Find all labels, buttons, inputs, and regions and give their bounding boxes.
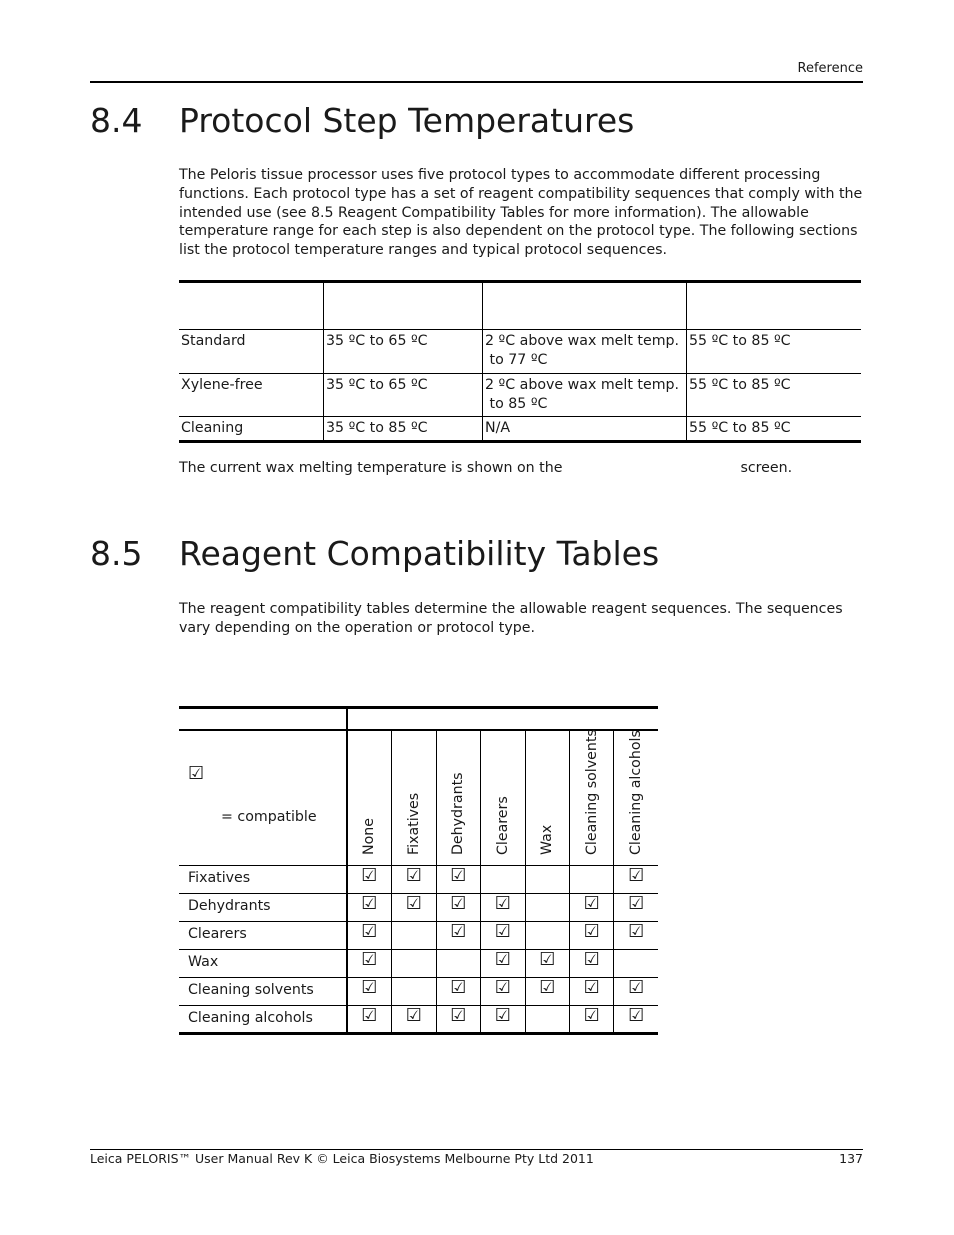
header-rule [90, 81, 863, 83]
page-number: 137 [839, 1151, 863, 1166]
column-header [525, 730, 569, 866]
temperature-cell: 55 ºC to 85 ºC [687, 417, 862, 442]
checkbox-checked-icon: ☑ [450, 977, 467, 998]
checkbox-checked-icon: ☑ [628, 921, 645, 942]
checkbox-checked-icon: ☑ [583, 921, 600, 942]
table-row [179, 894, 658, 922]
table-row [179, 978, 658, 1006]
checkbox-checked-icon: ☑ [405, 893, 422, 914]
protocol-type-cell: Cleaning [181, 420, 244, 436]
checkbox-checked-icon: ☑ [583, 977, 600, 998]
column-header [436, 730, 480, 866]
section-8-5-paragraph: The reagent compatibility tables determine the allowable reagent sequences. The sequences vary depending on the operation or protocol type. [179, 601, 843, 636]
compatibility-cell [525, 894, 569, 922]
reagent-compatibility-table [179, 706, 658, 1035]
compatibility-cell [570, 866, 614, 894]
footer-copyright: Leica PELORIS™ User Manual Rev K © Leica Biosystems Melbourne Pty Ltd 2011 [90, 1151, 594, 1166]
temperature-cell: 35 ºC to 85 ºC [324, 417, 483, 442]
compatibility-cell [614, 950, 658, 978]
compatibility-cell [436, 866, 480, 894]
wax-temperature-cell [483, 330, 687, 374]
checkbox-checked-icon: ☑ [450, 921, 467, 942]
checkbox-checked-icon: ☑ [494, 949, 511, 970]
column-header [347, 730, 392, 866]
column-header-label: None [361, 817, 378, 855]
section-heading-8-5 [90, 534, 660, 573]
compatibility-cell [614, 866, 658, 894]
legend-cell [179, 730, 347, 866]
checkbox-checked-icon: ☑ [361, 921, 378, 942]
cell-line: to 77 ºC [485, 352, 548, 368]
checkbox-checked-icon: ☑ [361, 865, 378, 886]
compatibility-cell [570, 950, 614, 978]
protocol-temperature-table [179, 280, 861, 443]
checkbox-checked-icon: ☑ [450, 893, 467, 914]
compatibility-cell [525, 950, 569, 978]
row-label: Cleaning solvents [179, 978, 347, 1006]
checkbox-checked-icon: ☑ [450, 865, 467, 886]
checkbox-checked-icon: ☑ [628, 977, 645, 998]
wax-temperature-cell [483, 374, 687, 417]
row-label: Clearers [179, 922, 347, 950]
compatibility-cell [525, 1006, 569, 1034]
checkbox-checked-icon: ☑ [628, 893, 645, 914]
compatibility-cell [481, 978, 525, 1006]
column-header-label: Cleaning alcohols [628, 730, 645, 855]
temperature-cell: 35 ºC to 65 ºC [324, 330, 483, 374]
column-header [481, 730, 525, 866]
column-header [392, 730, 436, 866]
wax-note-text: The current wax melting temperature is shown on the [179, 460, 563, 476]
checkbox-checked-icon: ☑ [494, 1005, 511, 1026]
compatibility-cell [481, 1006, 525, 1034]
temperature-cell: 55 ºC to 85 ºC [687, 330, 862, 374]
compatibility-cell [481, 950, 525, 978]
checkbox-checked-icon: ☑ [494, 893, 511, 914]
section-title: Reagent Compatibility Tables [179, 534, 660, 573]
wax-note-text-end: screen. [740, 460, 793, 476]
checkbox-checked-icon: ☑ [628, 1005, 645, 1026]
checkbox-checked-icon: ☑ [494, 977, 511, 998]
compatibility-cell [570, 894, 614, 922]
wax-temperature-cell [483, 417, 687, 442]
row-label: Wax [179, 950, 347, 978]
footer-rule [90, 1149, 863, 1150]
section-8-4-paragraph: The Peloris tissue processor uses five protocol types to accommodate different processing functions. Each protocol type has a set of reagent compatibility sequences that comply with the intended use (see 8.5 Reagent Compatibility Tables for more information). The allowable temperature range for each step is also dependent on the protocol type. The following sections list the protocol temperature ranges and typical protocol sequences. [179, 167, 863, 259]
table-row [179, 866, 658, 894]
protocol-type-cell: Xylene-free [181, 377, 263, 393]
checkbox-checked-icon: ☑ [539, 949, 556, 970]
compatibility-cell [392, 866, 436, 894]
compatibility-cell [392, 922, 436, 950]
header-cell [324, 282, 483, 330]
compatibility-cell [436, 950, 480, 978]
compatibility-cell [614, 978, 658, 1006]
compatibility-cell [347, 922, 392, 950]
compatibility-cell [614, 922, 658, 950]
column-header [570, 730, 614, 866]
compatibility-cell [570, 922, 614, 950]
compatibility-cell [481, 866, 525, 894]
checkbox-checked-icon: ☑ [361, 1005, 378, 1026]
compatibility-cell [525, 978, 569, 1006]
running-header: Reference [797, 61, 863, 76]
header-cell [483, 282, 687, 330]
compatibility-cell [436, 1006, 480, 1034]
header-cell [687, 282, 862, 330]
column-header-row [179, 730, 658, 866]
checkbox-checked-icon: ☑ [539, 977, 556, 998]
compatibility-cell [570, 1006, 614, 1034]
temperature-cell: 35 ºC to 65 ºC [324, 374, 483, 417]
checkbox-checked-icon: ☑ [583, 1005, 600, 1026]
checkbox-checked-icon: ☑ [361, 949, 378, 970]
wax-melt-note [179, 460, 792, 476]
cell-line: to 85 ºC [485, 396, 548, 412]
table-top-row [179, 708, 658, 730]
table-row [179, 1006, 658, 1034]
compatibility-cell [525, 922, 569, 950]
compatibility-cell [347, 950, 392, 978]
compatibility-cell [436, 922, 480, 950]
section-number: 8.5 [90, 534, 143, 573]
column-header-label: Cleaning solvents [583, 729, 600, 855]
row-label: Fixatives [179, 866, 347, 894]
column-header-label: Dehydrants [450, 772, 467, 855]
compatibility-cell [392, 950, 436, 978]
table-row [179, 922, 658, 950]
checkbox-checked-icon: ☑ [583, 949, 600, 970]
cell-line: 2 ºC above wax melt temp. [485, 333, 680, 349]
compatibility-cell [392, 894, 436, 922]
temperature-cell: 55 ºC to 85 ºC [687, 374, 862, 417]
compatibility-cell [614, 894, 658, 922]
checkbox-checked-icon: ☑ [628, 865, 645, 886]
compatibility-cell [347, 978, 392, 1006]
cell-line: N/A [485, 420, 511, 436]
row-label: Cleaning alcohols [179, 1006, 347, 1034]
compatibility-cell [570, 978, 614, 1006]
section-title: Protocol Step Temperatures [179, 101, 635, 140]
column-header-label: Wax [539, 824, 556, 855]
table-row [179, 330, 861, 374]
compatibility-cell [392, 978, 436, 1006]
checkbox-checked-icon: ☑ [361, 977, 378, 998]
compatibility-cell [481, 922, 525, 950]
column-header-label: Fixatives [405, 792, 422, 855]
table-row [179, 374, 861, 417]
compatibility-cell [436, 978, 480, 1006]
table-row [179, 950, 658, 978]
table-row [179, 417, 861, 442]
compatibility-cell [347, 894, 392, 922]
compatibility-cell [347, 1006, 392, 1034]
compatibility-cell [525, 866, 569, 894]
cell-line: 2 ºC above wax melt temp. [485, 377, 680, 393]
protocol-type-cell: Standard [181, 333, 246, 349]
checkbox-checked-icon: ☑ [405, 865, 422, 886]
checkbox-checked-icon: ☑ [361, 893, 378, 914]
checkbox-checked-icon: ☑ [450, 1005, 467, 1026]
section-number: 8.4 [90, 101, 143, 140]
checkbox-checked-icon: ☑ [583, 893, 600, 914]
compatibility-cell [347, 866, 392, 894]
checkbox-checked-icon: ☑ [494, 921, 511, 942]
column-header [614, 730, 658, 866]
column-header-label: Clearers [494, 796, 511, 855]
checkbox-checked-icon: ☑ [405, 1005, 422, 1026]
top-left-cell [179, 708, 347, 730]
checkbox-checked-icon: ☑ [188, 762, 205, 784]
compatibility-cell [481, 894, 525, 922]
table-header-row [179, 282, 861, 330]
compatibility-cell [392, 1006, 436, 1034]
header-cell [179, 282, 324, 330]
compatibility-cell [614, 1006, 658, 1034]
section-heading-8-4 [90, 101, 635, 140]
row-label: Dehydrants [179, 894, 347, 922]
top-right-cell [347, 708, 658, 730]
compatibility-cell [436, 894, 480, 922]
legend-text: = compatible [221, 808, 317, 825]
